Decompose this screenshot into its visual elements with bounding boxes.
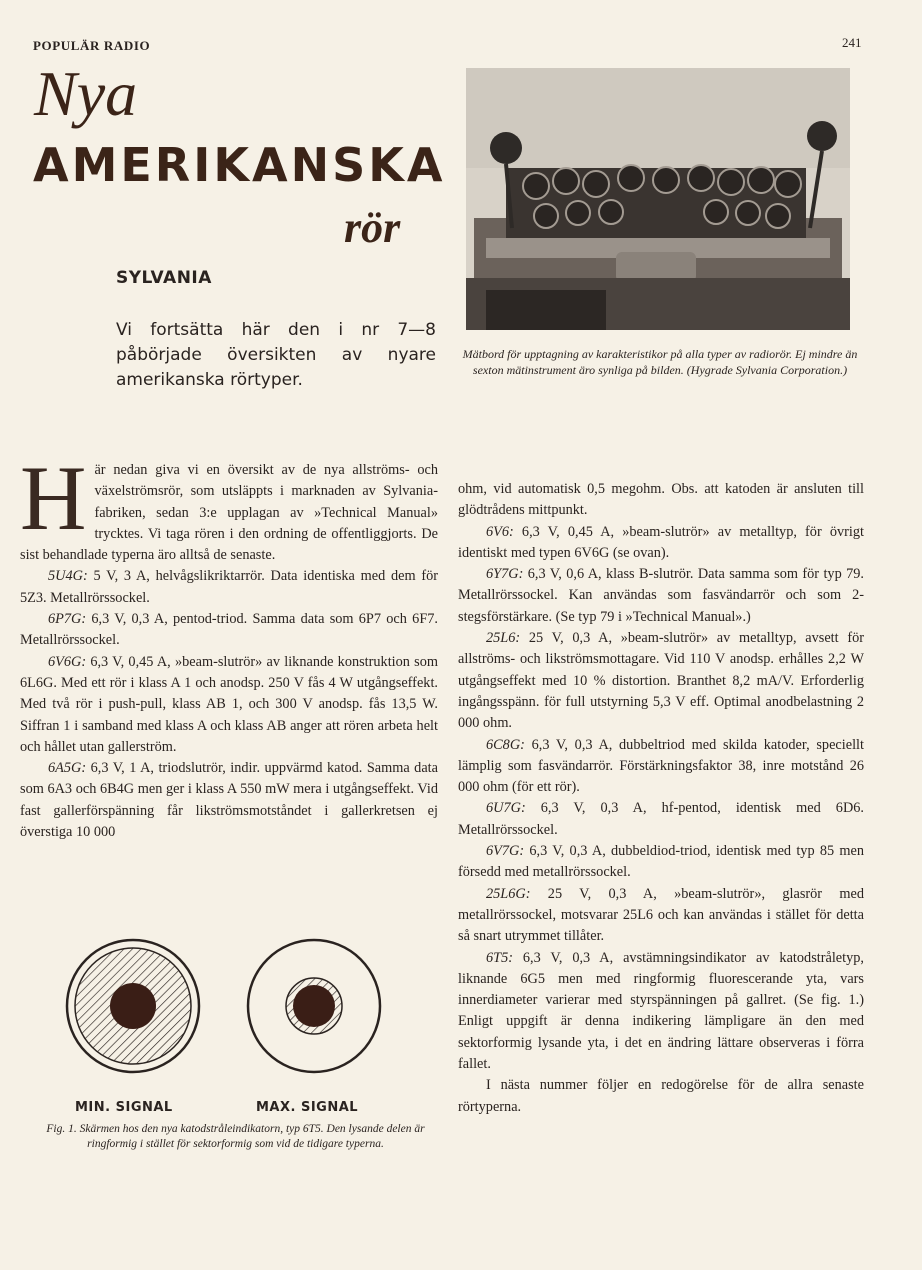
tube-text: 6,3 V, 0,3 A, pentod-triod. Samma data som 6P7 och 6F7. Metallrörssockel. [20,611,438,649]
tube-entry [458,884,864,948]
tube-entry [458,948,864,1076]
article-column-right [458,479,864,1118]
intro-text: Vi fortsätta här den i nr 7—8 påbörjade översikten av nyare amerikanska rörtyper. [116,320,436,390]
drop-cap: H [20,447,87,549]
photo-caption: Mätbord för upptagning av karakteristikor på alla typer av radiorör. Ej mindre än sexton mätinstrument äro synliga på bilden. (Hygrade Sylvania Corporation.) [462,347,858,377]
tube-text: 25 V, 0,3 A, »beam-slutrör», glasrör med metallrörssockel, motsvarar 25L6 och kan användas i stället för detta så snart utrymmet tillåter. [458,885,864,945]
tube-entry [458,798,864,841]
page-title: AMERIKANSKA [33,138,446,192]
tube-text: 6,3 V, 0,45 A, »beam-slutrör» av liknande konstruktion som 6L6G. Med ett rör i klass A 1 och anodsp. 250 V fås 4 W utgångseffekt. Med två rör i push-pull, klass AB 1, och 300 V anodsp. fås 13,5 W. Siffran 1 i samband med klass A och klass AB anger att rören arbeta helt och hållet utan gallerström. [20,653,438,755]
opening-paragraph [20,447,438,566]
tube-model: 6C8G: [486,736,525,753]
tube-model: 6Y7G: [486,566,524,583]
tube-entry [20,609,438,652]
tube-entry [458,841,864,884]
tube-text: 6,3 V, 0,3 A, avstämningsindikator av katodstråletyp, liknande 6G5 men med ringformig fluorescerande yta, vars innerdiameter varierar med styrspänningen på gallret. (Se fig. 1.) Enligt uppgift är denna indikering lämpligare än den med sektorformig lysande yta, i det en ändring lättare observeras i förra fallet. [458,949,864,1073]
title-ror: rör [344,203,401,252]
max-signal-screen [248,940,380,1072]
page-number: 241 [842,35,862,50]
tube-model: 25L6: [486,630,521,647]
tube-model: 6V6: [486,523,514,540]
tube-entry [458,564,864,628]
tube-model: 6A5G: [48,760,87,777]
tube-entry [20,566,438,609]
article-column-left [20,447,438,843]
tube-model: 6V7G: [486,843,525,860]
title-script: Nya [34,58,138,129]
opening-text: är nedan giva vi en översikt av de nya allströms- och växelströmsrör, som utsläppts i marknaden av Sylvania-fabriken, sedan 3:e upplagan av »Technical Manual» trycktes. Vi taga rören i den ordning de offentliggjorts. De sist behandlade typerna äro alltså de senaste. [20,462,438,564]
tube-text: 6,3 V, 0,3 A, hf-pentod, identisk med 6D6. Metallrörssockel. [458,800,864,838]
closing-paragraph: I nästa nummer följer en redogörelse för de allra senaste rörtyperna. [458,1077,864,1115]
indicator-diagram [60,936,390,1086]
tube-text: 6,3 V, 1 A, triodslutrör, indir. uppvärmd katod. Samma data som 6A3 och 6B4G men ger i klass A 550 mW mera i utgångseffekt. Vid fast gallerförspänning får likströmsmotståndet i gallerkretsen ej överstiga 10 000 [20,760,438,841]
tube-entry [20,758,438,843]
tube-model: 25L6G: [486,885,531,902]
tube-text: 25 V, 0,3 A, »beam-slutrör» av metalltyp, avsett för allströms- och likströmsmottagare. Vid 110 V anodsp. erhålles 2,2 W utgångseffekt med 10 % distortion. Branthet 8,2 mA/V. Erforderlig ingångsspänn. för full utstyrning 5,3 V eff. Optimal anodbelastning 2 000 ohm. [458,630,864,732]
tube-text: 6,3 V, 0,6 A, klass B-slutrör. Data samma som för typ 79. Metallrörssockel. Kan användas som fasvändarrör och som 2-stegsförstärkare. (Se typ 79 i »Technical Manual».) [458,566,864,625]
tube-text: 6,3 V, 0,3 A, dubbeltriod med skilda katoder, speciellt lämplig som fasvändarrör. Förstärkningsfaktor 38, inre motstånd 26 000 ohm (för ett rör). [458,736,864,796]
label-max-signal: MAX. SIGNAL [256,1100,359,1115]
figure-indicator-screens [60,936,390,1086]
tube-model: 5U4G: [48,568,88,585]
min-signal-screen [67,940,199,1072]
tube-entry [458,522,864,565]
tube-entry [20,652,438,758]
tube-model: 6U7G: [486,800,526,817]
tube-entry [458,735,864,799]
continued-text: ohm, vid automatisk 0,5 megohm. Obs. att katoden är ansluten till glödtrådens mittpunkt. [458,481,864,519]
tube-text: 5 V, 3 A, helvågslikriktarrör. Data identiska med dem för 5Z3. Metallrörssockel. [20,568,438,606]
tube-text: 6,3 V, 0,45 A, »beam-slutrör» av metalltyp, för övrigt identiskt med typen 6V6G (se ovan). [458,523,864,561]
tube-entry [458,628,864,734]
tube-model: 6T5: [486,949,514,966]
magazine-header: POPULÄR RADIO [33,38,151,53]
photo-test-bench [466,68,850,330]
label-min-signal: MIN. SIGNAL [75,1100,173,1115]
figure-caption: Fig. 1. Skärmen hos den nya katodstråleindikatorn, typ 6T5. Den lysande delen är ringformig i stället för sektorformig som vid de tidigare typerna. [46,1123,425,1150]
tube-text: 6,3 V, 0,3 A, dubbeldiod-triod, identisk med typ 85 men försedd med metallrörssockel. [458,843,864,881]
tube-model: 6V6G: [48,653,87,670]
test-bench-illustration [466,68,850,330]
brand-name: SYLVANIA [116,268,212,288]
tube-model: 6P7G: [48,611,87,628]
